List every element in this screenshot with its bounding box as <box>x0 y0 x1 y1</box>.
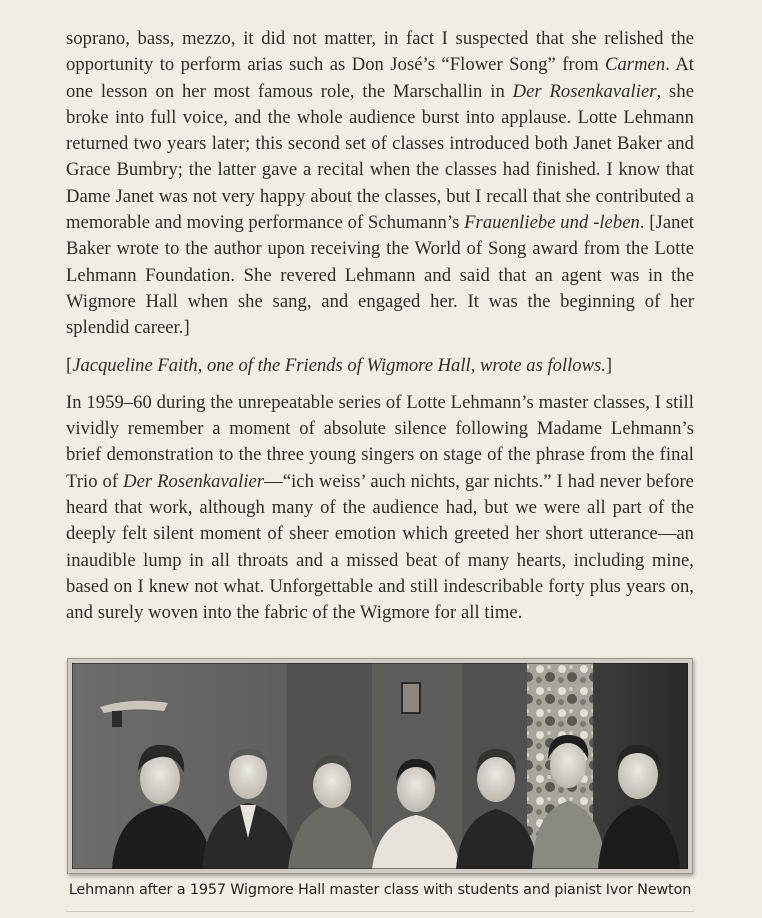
photo-caption: Lehmann after a 1957 Wigmore Hall master class with students and pianist Ivor Newton <box>68 882 692 898</box>
group-photo <box>72 663 688 869</box>
paragraph-lehmann-classes <box>66 26 694 342</box>
text-run: —“ich weiss’ auch nichts, gar nichts.” I had never before heard that work, although many of the audience had, but we were all part of the deeply felt silent moment of sheer emotion which greeted her short utterance—an inaudible lump in all throats and a missed beat of many hearts, including mine, based on I knew not what. Unforgettable and still indescribable forty plus years on, and surely woven into the fabric of the Wigmore for all time. <box>66 470 694 624</box>
italic-text-run: Der Rosenkavalier <box>123 470 265 492</box>
text-run: [ <box>66 354 73 376</box>
article-body <box>66 26 694 638</box>
photo-figure <box>67 658 693 874</box>
text-run: . At one lesson on her most famous role, the Marschallin in <box>66 54 694 102</box>
text-run: soprano, bass, mezzo, it did not matter, in fact I suspected that she relished the opportunity to perform arias such as Don José’s “Flower Song” from <box>66 28 694 76</box>
text-run: . [Janet Baker wrote to the author upon receiving the World of Song award from the Lotte Lehmann Foundation. She revered Lehmann and said that an agent was in the Wigmore Hall when she sang, and engaged her. It was the beginning of her splendid career.] <box>66 212 694 339</box>
paragraph-faith-recollection <box>66 390 694 627</box>
italic-text-run: Jacqueline Faith, one of the Friends of Wigmore Hall, wrote as follows. <box>72 354 606 376</box>
text-run: In 1959–60 during the unrepeatable series of Lotte Lehmann’s master classes, I still vividly remember a moment of absolute silence following Madame Lehmann’s brief demonstration to the three young singers on stage of the phrase from the final Trio of <box>66 391 694 492</box>
text-run: ] <box>605 354 613 376</box>
italic-text-run: Der Rosenkavalier <box>512 80 657 102</box>
italic-text-run: Carmen <box>605 54 666 76</box>
photo-frame <box>67 658 693 874</box>
italic-text-run: Frauenliebe und -leben <box>464 212 640 234</box>
text-run: , she broke into full voice, and the whole audience burst into applause. Lotte Lehmann returned two years later; this second set of classes introduced both Janet Baker and Grace Bumbry; the latter gave a recital when the classes had finished. I know that Dame Janet was not very happy about the classes, but I recall that she contributed a memorable and moving performance of Schumann’s <box>66 80 694 234</box>
attribution-jacqueline-faith <box>66 353 694 379</box>
bottom-divider <box>66 911 694 912</box>
